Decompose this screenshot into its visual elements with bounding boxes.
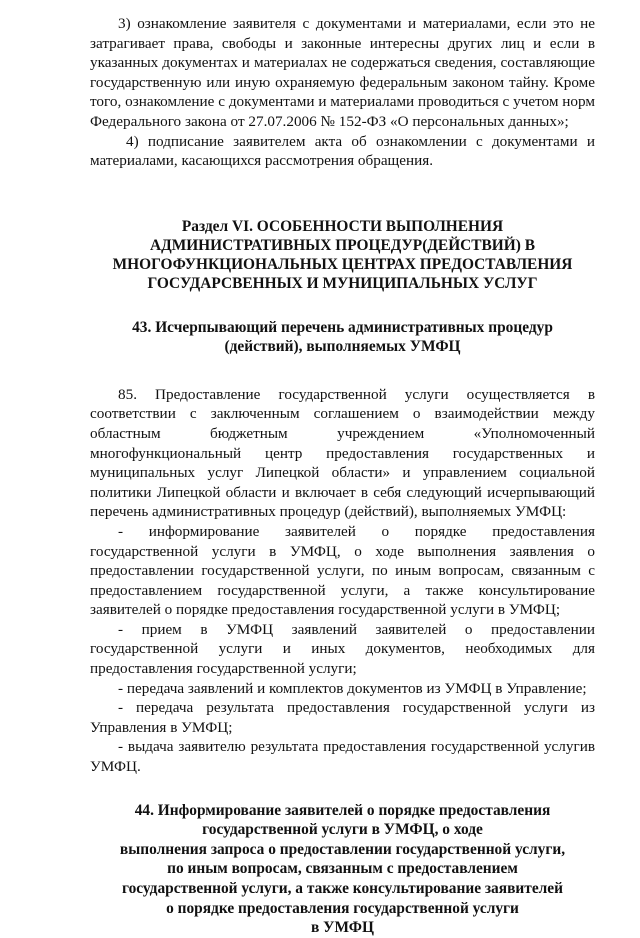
subsection-44-line: государственной услуги, а также консультирование заявителей	[122, 880, 563, 897]
subsection-44-line: выполнения запроса о предоставлении государственной услуги,	[119, 840, 566, 858]
list-item: - выдача заявителю результата предоставления государственной услугив УМФЦ.	[90, 738, 595, 776]
section-heading-line: Раздел VI. ОСОБЕННОСТИ ВЫПОЛНЕНИЯ	[181, 217, 504, 235]
document-body	[90, 14, 595, 938]
subsection-43-line: 43. Исчерпывающий перечень административных процедур	[132, 318, 553, 336]
subsection-44-line: 44. Информирование заявителей о порядке предоставления	[134, 801, 551, 819]
paragraph-item-4: 4) подписание заявителем акта об ознакомлении с документами и материалами, касающихся рассмотрения обращения.	[90, 132, 595, 170]
paragraph-item-3: 3) ознакомление заявителя с документами и материалами, если это не затрагивает права, свободы и законные интересны других лиц и если в указанных документах и материалах не содержаться сведения, составляющие государственную или иную охраняемую федеральным законом тайну. Кроме того, ознакомление с документами и материалами проводиться с учетом норм Федерального закона от 27.07.2006 № 152-ФЗ «О персональных данных»;	[90, 15, 595, 130]
subsection-44-line: государственной услуги в УМФЦ, о ходе	[202, 821, 483, 839]
list-item: - прием в УМФЦ заявлений заявителей о предоставлении государственной услуги и иных документов, необходимых для предоставления государственной услуги;	[90, 620, 595, 678]
spacer	[90, 171, 595, 217]
section-heading-line: ГОСУДАРСВЕННЫХ И МУНИЦИПАЛЬНЫХ УСЛУГ	[147, 275, 538, 293]
spacer	[90, 777, 595, 801]
list-item: - передача результата предоставления государственной услуги из Управления в УМФЦ;	[90, 699, 595, 736]
subsection-44-heading	[90, 801, 595, 938]
section-heading	[90, 217, 595, 294]
subsection-43-heading	[90, 318, 595, 357]
subsection-44-line: по иным вопросам, связанным с предоставлением	[167, 860, 518, 878]
section-heading-line: МНОГОФУНКЦИОНАЛЬНЫХ ЦЕНТРАХ ПРЕДОСТАВЛЕНИЯ	[112, 256, 573, 274]
section-heading-line: АДМИНИСТРАТИВНЫХ ПРОЦЕДУР(ДЕЙСТВИЙ) В	[149, 236, 535, 254]
spacer	[90, 294, 595, 318]
spacer	[90, 357, 595, 385]
paragraph-85: 85. Предоставление государственной услуги осуществляется в соответствии с заключенным соглашением о взаимодействии между областным бюджетным учреждением «Уполномоченный многофункциональный центр предоставления государственных и муниципальных услуг Липецкой области» и управлением социальной политики Липецкой области и включает в себя следующий исчерпывающий перечень административных процедур (действий), выполняемых УМФЦ:	[90, 385, 595, 521]
list-item: - информирование заявителей о порядке предоставления государственной услуги в УМФЦ, о ходе выполнения заявления о предоставлении государственной услуги, по иным вопросам, связанным с предоставлением государственной услуги, а также консультирование заявителей о порядке предоставления государственной услуги в УМФЦ;	[90, 522, 595, 619]
subsection-43-line: (действий), выполняемых УМФЦ	[224, 338, 461, 356]
subsection-44-line: о порядке предоставления государственной услуги	[166, 899, 519, 917]
subsection-44-line: в УМФЦ	[311, 919, 374, 937]
list-item: - передача заявлений и комплектов документов из УМФЦ в Управление;	[118, 679, 587, 697]
